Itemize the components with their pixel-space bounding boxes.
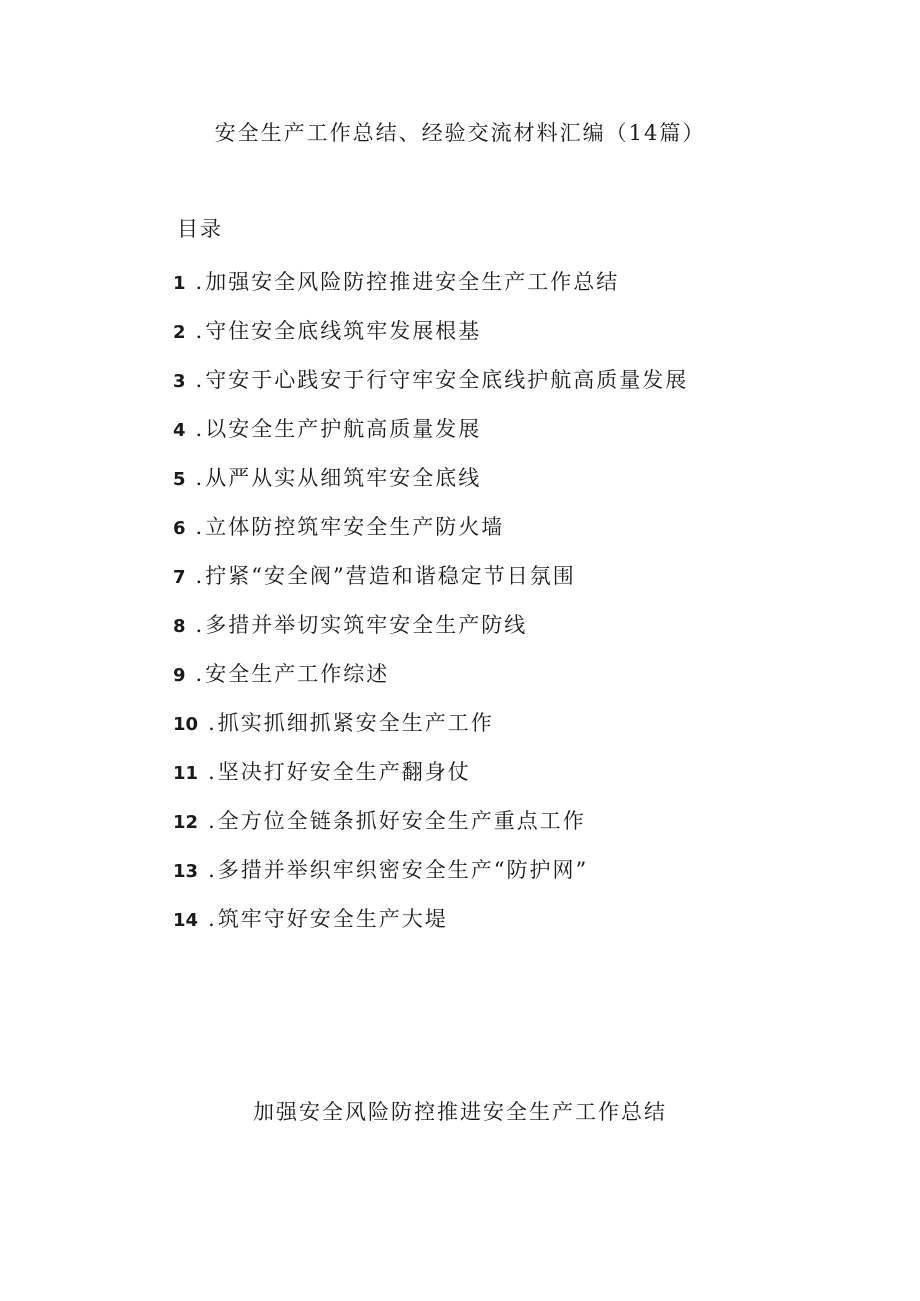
toc-item-separator: .: [195, 466, 203, 490]
toc-item-title: 多措并举切实筑牢安全生产防线: [205, 613, 528, 637]
table-of-contents: [173, 267, 688, 953]
toc-item-separator: .: [208, 711, 215, 735]
toc-item-title: 守住安全底线筑牢发展根基: [205, 319, 482, 343]
toc-item: [173, 316, 688, 365]
toc-item-title: 全方位全链条抓好安全生产重点工作: [217, 809, 586, 833]
document-title: 安全生产工作总结、经验交流材料汇编（14篇）: [214, 121, 706, 145]
toc-item: [173, 512, 688, 561]
toc-item-number: 5: [173, 469, 186, 490]
toc-item: [173, 561, 688, 610]
toc-item-separator: .: [195, 515, 203, 539]
toc-item-number: 14: [173, 910, 199, 931]
toc-item-separator: .: [195, 564, 203, 588]
toc-item: [173, 708, 688, 757]
toc-item: [173, 659, 688, 708]
toc-item-separator: .: [195, 319, 203, 343]
toc-item: [173, 610, 688, 659]
toc-item-title: 坚决打好安全生产翻身仗: [217, 760, 471, 784]
toc-item: [173, 855, 688, 904]
toc-item-title: 多措并举织牢织密安全生产“防护网”: [217, 858, 589, 882]
toc-item-number: 1: [173, 273, 186, 294]
toc-item-title: 抓实抓细抓紧安全生产工作: [217, 711, 494, 735]
toc-heading: 目录: [177, 217, 223, 241]
toc-item-number: 8: [173, 616, 186, 637]
toc-item-separator: .: [208, 760, 215, 784]
toc-item-number: 6: [173, 518, 186, 539]
toc-item: [173, 806, 688, 855]
toc-item-number: 10: [173, 714, 199, 735]
toc-item-title: 以安全生产护航高质量发展: [205, 417, 482, 441]
toc-item-number: 12: [173, 812, 199, 833]
toc-item-separator: .: [195, 662, 203, 686]
toc-item-separator: .: [195, 613, 203, 637]
toc-item: [173, 365, 688, 414]
toc-item: [173, 414, 688, 463]
toc-item-title: 立体防控筑牢安全生产防火墙: [205, 515, 505, 539]
toc-item-title: 安全生产工作综述: [205, 662, 390, 686]
toc-item-number: 7: [173, 567, 186, 588]
toc-item-separator: .: [195, 270, 203, 294]
toc-item-number: 9: [173, 665, 186, 686]
toc-item: [173, 463, 688, 512]
toc-item-title: 守安于心践安于行守牢安全底线护航高质量发展: [205, 368, 689, 392]
toc-item-title: 从严从实从细筑牢安全底线: [205, 466, 482, 490]
toc-item-number: 13: [173, 861, 199, 882]
toc-item-number: 2: [173, 322, 186, 343]
toc-item-separator: .: [195, 368, 203, 392]
toc-item-separator: .: [208, 809, 215, 833]
toc-item: [173, 757, 688, 806]
toc-item-number: 11: [173, 763, 199, 784]
toc-item-title: 拧紧“安全阀”营造和谐稳定节日氛围: [205, 564, 576, 588]
section-title: 加强安全风险防控推进安全生产工作总结: [253, 1100, 667, 1124]
toc-item-title: 加强安全风险防控推进安全生产工作总结: [205, 270, 620, 294]
toc-item-number: 3: [173, 371, 186, 392]
toc-item: [173, 267, 688, 316]
toc-item: [173, 904, 688, 953]
toc-item-title: 筑牢守好安全生产大堤: [217, 907, 448, 931]
toc-item-separator: .: [208, 907, 215, 931]
toc-item-separator: .: [208, 858, 215, 882]
toc-item-number: 4: [173, 420, 186, 441]
toc-item-separator: .: [195, 417, 203, 441]
